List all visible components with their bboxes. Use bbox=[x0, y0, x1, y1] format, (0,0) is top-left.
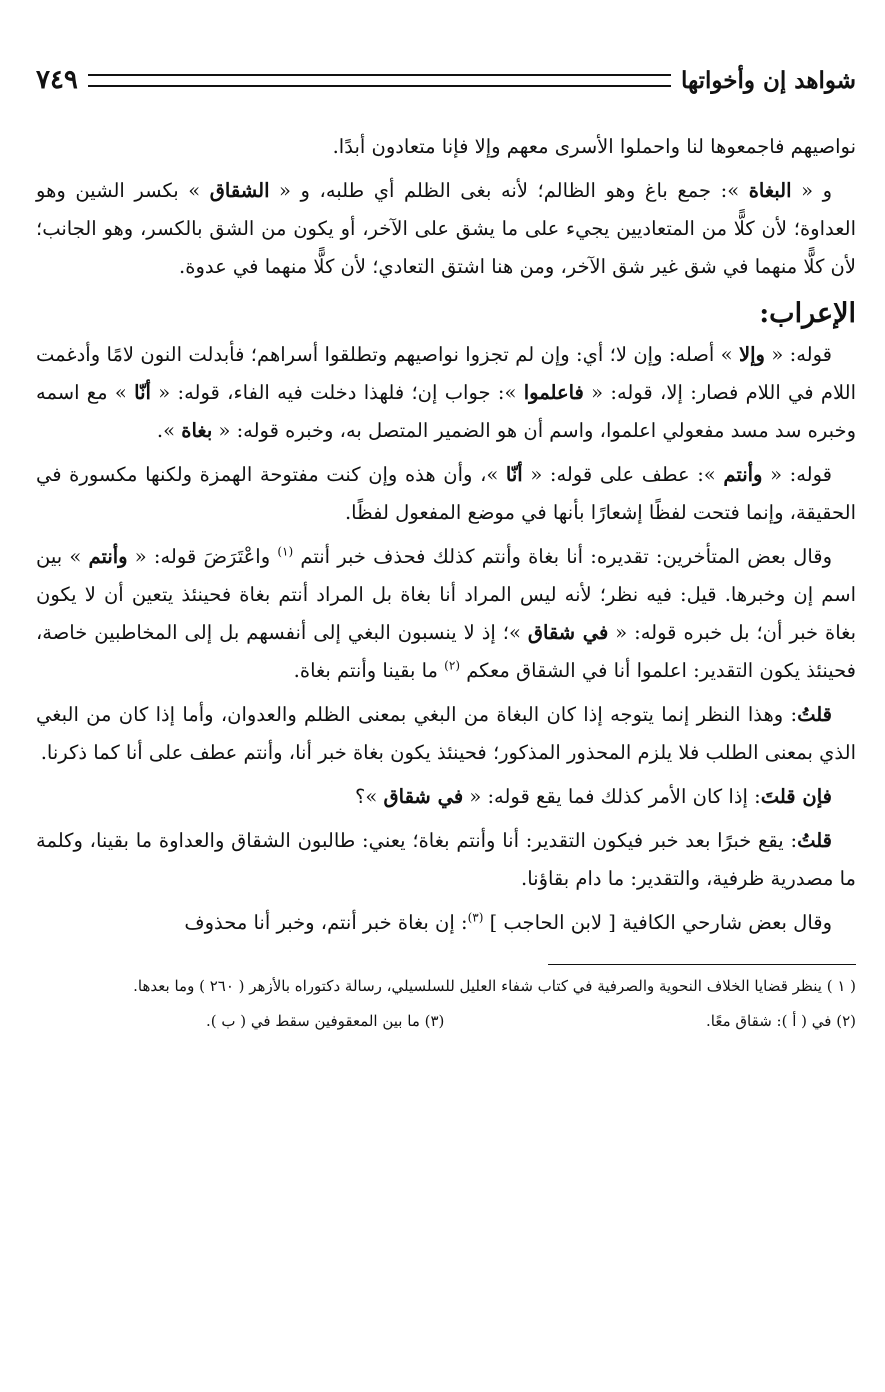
bold-term: بغاة bbox=[181, 419, 213, 442]
text-run: » بين اسم إن وخبرها. قيل: فيه نظر؛ لأنه ليس المراد أنا بغاة بل المراد أنتم بغاة فحينئذ يتعين أن لا يكون بغاة خبر أن؛ بل خبره قوله: « bbox=[36, 545, 857, 644]
paragraph bbox=[36, 172, 856, 286]
bold-term: وإلا bbox=[738, 343, 765, 366]
text-run: وقال بعض المتأخرين: تقديره: أنا بغاة وأنتم كذلك فحذف خبر أنتم bbox=[293, 545, 832, 568]
paragraph bbox=[36, 538, 856, 690]
text-run: »: جواب إن؛ فلهذا دخلت فيه الفاء، قوله: « bbox=[150, 381, 524, 404]
footnote-row bbox=[36, 1008, 856, 1035]
bold-term: البغاة bbox=[748, 179, 792, 202]
text-run: ما بقينا وأنتم بغاة. bbox=[293, 659, 445, 682]
section-heading: الإعراب: bbox=[759, 298, 856, 329]
text-run: ». bbox=[156, 419, 182, 442]
main-text bbox=[36, 128, 856, 942]
text-run: »: جمع باغ وهو الظالم؛ لأنه بغى الظلم أي طلبه، و « bbox=[269, 179, 749, 202]
book-page bbox=[36, 58, 856, 1035]
text-run: »: عطف على قوله: « bbox=[522, 463, 724, 486]
text-run: » أصله: وإن لا؛ أي: وإن لم تجزوا نواصيهم وتطلقوا أسراهم؛ فأبدلت النون لامًا وأدغمت اللام في اللام فصار: إلا، قوله: « bbox=[36, 343, 856, 404]
text-run: و « bbox=[791, 179, 833, 202]
text-run: وقال بعض شارحي الكافية [ لابن الحاجب ] bbox=[483, 911, 832, 934]
text-run: واعْتَرَضَ قوله: « bbox=[127, 545, 278, 568]
footnote-separator bbox=[548, 964, 856, 965]
text-run: » مع اسمه وخبره سد مسد مفعولي اعلموا، واسم أن هو الضمير المتصل به، وخبره قوله: « bbox=[36, 381, 856, 442]
running-header bbox=[36, 58, 856, 102]
paragraph bbox=[36, 778, 856, 816]
paragraph bbox=[36, 128, 856, 166]
text-run: »؟ bbox=[355, 785, 384, 808]
running-title: شواهد إن وأخواتها bbox=[680, 66, 856, 94]
text-run: : إذا كان الأمر كذلك فما يقع قوله: « bbox=[463, 785, 761, 808]
bold-term: فاعلموا bbox=[523, 381, 584, 404]
text-run: نواصيهم فاجمعوها لنا واحملوا الأسرى معهم وإلا فإنا متعادون أبدًا. bbox=[332, 135, 856, 158]
bold-term: قلتُ bbox=[797, 703, 832, 726]
bold-term: قلتُ bbox=[797, 829, 832, 852]
header-double-rule bbox=[88, 74, 671, 87]
bold-term: أنّا bbox=[134, 381, 151, 404]
bold-term: في شقاق bbox=[527, 621, 609, 644]
footnote-3: (٣) ما بين المعقوفين سقط في ( ب ). bbox=[206, 1012, 445, 1030]
text-run: » بكسر الشين وهو العداوة؛ لأن كلًّا من المتعاديين يجيء على ما يشق على الآخر، أو يكون من الشق بالكسر، وهو الجانب؛ لأن كلًّا منهما في شق غير شق الآخر، ومن هنا اشتق التعادي؛ لأن كلًّا منهما في عدوة. bbox=[36, 179, 856, 278]
paragraph bbox=[36, 336, 856, 450]
bold-term: في شقاق bbox=[383, 785, 464, 808]
paragraph bbox=[36, 822, 856, 898]
page-number: ٧٤٩ bbox=[36, 65, 78, 95]
text-run: : يقع خبرًا بعد خبر فيكون التقدير: أنا وأنتم بغاة؛ يعني: طالبون الشقاق والعداوة ما بقينا، وكلمة ما مصدرية ظرفية، والتقدير: ما دام بقاؤنا. bbox=[36, 829, 856, 890]
footnote-2: (٢) في ( أ ): شقاق معًا. bbox=[706, 1012, 856, 1030]
paragraph bbox=[36, 456, 856, 532]
text-run: : وهذا النظر إنما يتوجه إذا كان البغاة من البغي بمعنى الظلم والعدوان، وأما إذا كان من البغي الذي بمعنى الطلب فلا يلزم المحذور المذكور؛ فحينئذ يكون بغاة خبر أنا، وأنتم عطف على أنا كما ذكرنا. bbox=[36, 703, 856, 764]
text-run: »، وأن هذه وإن كنت مفتوحة الهمزة ولكنها مكسورة في الحقيقة، وإنما فتحت لفظًا إشعارًا بأنها في موضع المفعول لفظًا. bbox=[36, 463, 856, 524]
text-run: قوله: « bbox=[764, 343, 832, 366]
bold-term: وأنتم bbox=[88, 545, 128, 568]
paragraph bbox=[36, 904, 856, 942]
footnote-ref: (٣) bbox=[467, 910, 484, 925]
footnote-ref: (١) bbox=[277, 544, 294, 559]
text-run: : إن بغاة خبر أنتم، وخبر أنا محذوف bbox=[184, 911, 468, 934]
bold-term: أنّا bbox=[505, 463, 523, 486]
text-run: قوله: « bbox=[762, 463, 832, 486]
text-run: »؛ إذ لا ينسبون البغي إلى أنفسهم بل إلى المخاطبين خاصة، فحينئذ يكون التقدير: اعلموا أنا في الشقاق معكم bbox=[36, 621, 856, 682]
bold-term: فإن قلتَ bbox=[760, 785, 832, 808]
bold-term: الشقاق bbox=[209, 179, 270, 202]
footnote-ref: (٢) bbox=[444, 658, 460, 673]
paragraph bbox=[36, 696, 856, 772]
bold-term: وأنتم bbox=[723, 463, 763, 486]
footnote-1: ( ١ ) ينظر قضايا الخلاف النحوية والصرفية في كتاب شفاء العليل للسلسيلي، رسالة دكتوراه بالأزهر ( ٢٦٠ ) وما بعدها. bbox=[133, 977, 856, 995]
